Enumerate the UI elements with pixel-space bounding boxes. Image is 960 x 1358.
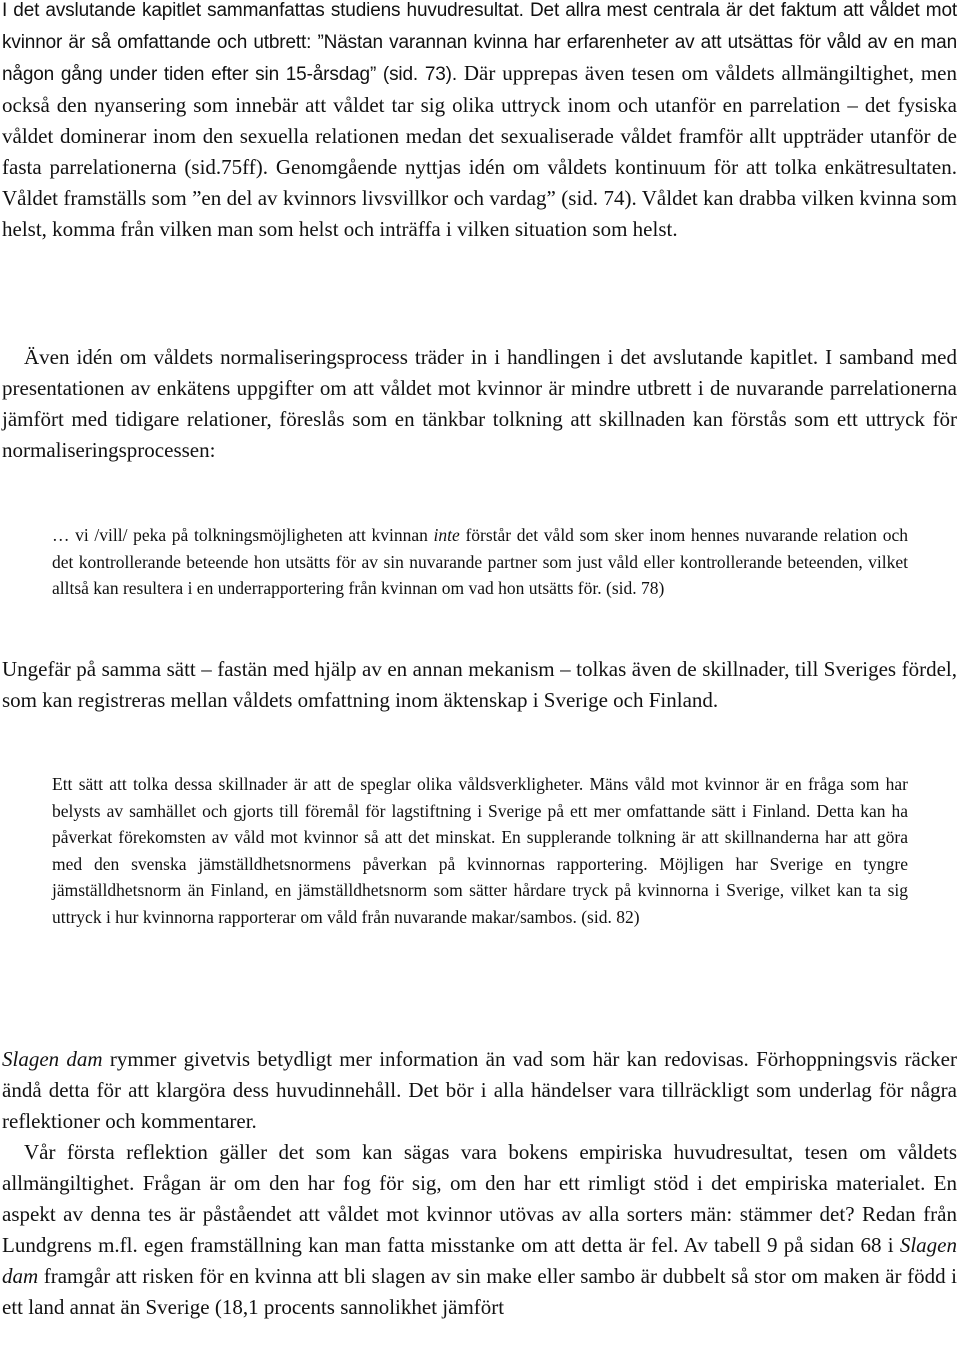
- blockquote-violence-realities: [52, 771, 908, 930]
- blockquote-underreporting: [52, 522, 908, 602]
- paragraph-sweden-finland-text: Ungefär på samma sätt – fastän med hjälp av en annan mekanism – tolkas även de skillnader, till Sveriges fördel, som kan registreras mellan våldets omfattning inom äktenskap i Sverige och Finland.: [2, 657, 957, 712]
- paragraph-slagen-dam-text: rymmer givetvis betydligt mer information än vad som här kan redovisas. Förhoppningsvis räcker ändå detta för att klargöra dess huvudinnehåll. Det bör i alla händelser vara tillräckligt som underlag för några reflektioner och kommentarer.: [2, 1047, 957, 1133]
- blockquote-underreporting-text-b: förstår det våld som sker inom hennes nuvarande relation och det kontrollerande beteende hon utsätts för av sin nuvarande partner som just våld eller kontrollerande beteenden, vilket alltså kan resultera i en underrapportering från kvinnan om vad hon utsätts för. (sid. 78): [52, 525, 908, 598]
- blockquote-violence-realities-text: Ett sätt att tolka dessa skillnader är att de speglar olika våldsverkligheter. Mäns våld mot kvinnor är en fråga som har belysts av samhället och gjorts till föremål för lagstiftning i Sverige på ett mer omfattande sätt i Finland. Detta kan ha påverkat förekomsten av våld mot kvinnor så att det minskat. En supplerande tolkning är att skillnanderna har att göra med den svenska jämställdhetsnormens påverkan på kvinnornas rapportering. Möjligen har Sverige en tyngre jämställdhetsnorm än Finland, en jämställdhetsnorm som sätter hårdare tryck på kvinnorna i Sverige, vilket kan ta sig uttryck i hur kvinnorna rapporterar om våld från nuvarande makar/sambos. (sid. 82): [52, 774, 908, 927]
- paragraph-slagen-dam: [2, 1044, 957, 1137]
- paragraph-summary-text-1: Där upprepas även tesen om våldets allmängiltighet, men också den nyansering som innebär att våldet tar sig olika uttryck inom och utanför en parrelation – det fysiska våldet dominerar inom den sexuella relationen medan det sexualiserade våldet framför allt uppträder utanför de fasta parrelationerna (sid.75ff).: [2, 61, 957, 179]
- blockquote-underreporting-italic: inte: [433, 525, 460, 545]
- paragraph-first-reflection-text-a: Vår första reflektion gäller det som kan sägas vara bokens empiriska huvudresultat, tesen om våldets allmängiltighet. Frågan är om den har fog för sig, om den har ett rimligt stöd i det empiriska materialet. En aspekt av denna tes är påståendet att våldet mot kvinnor utövas av alla sorters män: stämmer det? Redan från Lundgrens m.fl. egen framställning kan man fatta misstanke om att detta är fel. Av tabell 9 på sidan 68 i: [2, 1140, 957, 1257]
- paragraph-summary-sans-text: I det avslutande kapitlet sammanfattas studiens huvudresultat. Det allra mest centrala är det faktum att våldet mot kvinnor är så omfattande och utbrett: ”Nästan varannan kvinna har erfarenheter av att utsättas för våld av en man någon gång under tiden efter sin 15-årsdag” (sid. 73).: [2, 0, 957, 85]
- paragraph-summary-text-2: Genomgående nyttjas idén om våldets kontinuum för att tolka enkätresultaten. Våldet framställs som ”en del av kvinnors livsvillkor och vardag” (sid. 74). Våldet kan drabba vilken kvinna som helst, komma från vilken man som helst och inträffa i vilken situation som helst.: [2, 155, 957, 241]
- paragraph-first-reflection-text-b: framgår att risken för en kvinna att bli slagen av sin make eller sambo är dubbelt så stor om maken är född i ett land annat än Sverige (18,1 procents sannolikhet jämfört: [2, 1264, 957, 1319]
- paragraph-first-reflection: [2, 1137, 957, 1323]
- book-title-slagen-dam-2: Slagen dam: [2, 1233, 957, 1288]
- blockquote-underreporting-text-a: … vi /vill/ peka på tolkningsmöjligheten att kvinnan: [52, 525, 434, 545]
- paragraph-normalisation: [2, 342, 957, 466]
- book-title-slagen-dam: Slagen dam: [2, 1047, 103, 1071]
- paragraph-normalisation-text: Även idén om våldets normaliseringsprocess träder in i handlingen i det avslutande kapitlet. I samband med presentationen av enkätens uppgifter om att våldet mot kvinnor är mindre utbrett i de nuvarande parrelationerna jämfört med tidigare relationer, föreslås som en tänkbar tolkning att skillnaden kan förstås som ett uttryck för normaliseringsprocessen:: [2, 345, 957, 462]
- paragraph-summary: [2, 0, 957, 245]
- paragraph-sweden-finland: [2, 654, 957, 716]
